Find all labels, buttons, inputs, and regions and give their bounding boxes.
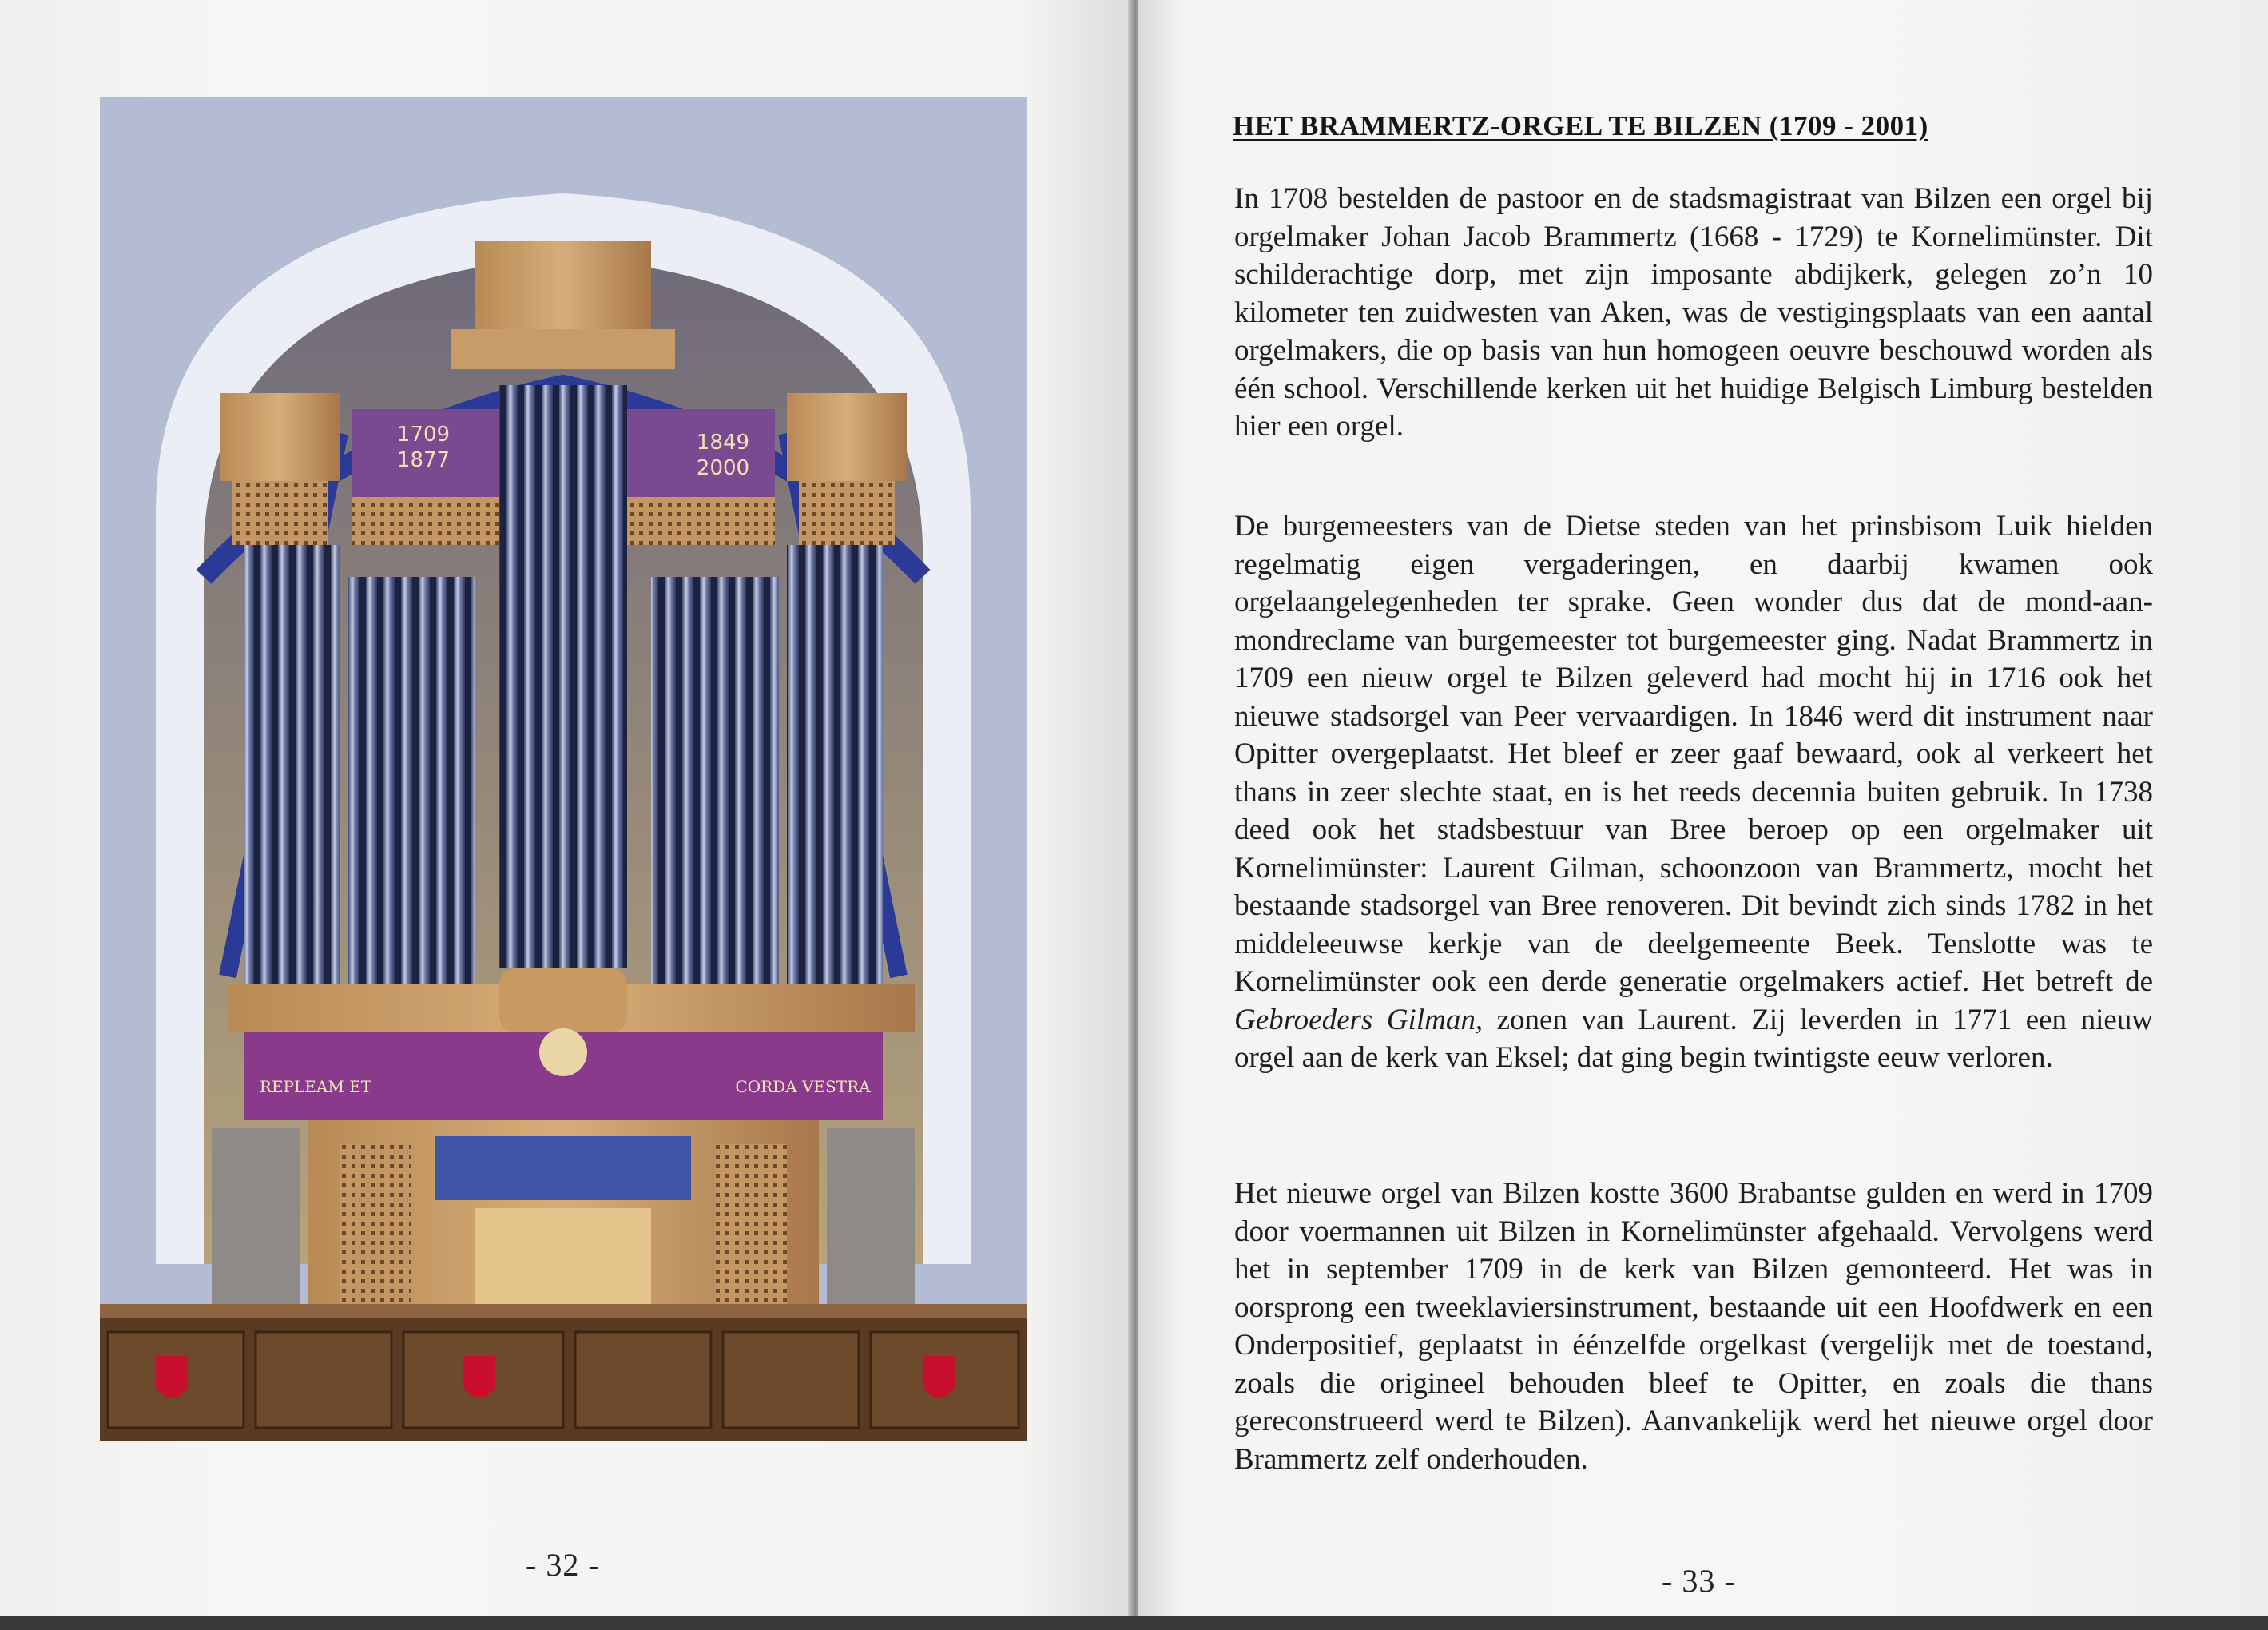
left-page [0,0,1133,1630]
motto-left: REPLEAM ET [259,1077,372,1096]
organ-illustration [100,97,1027,1441]
paragraph-2-tail: zonen van Laurent. Zij leverden in 1771 een nieuw orgel aan de kerk van Eksel; dat ging begin twintigste eeuw verloren. [1234,1003,2154,1074]
year-bottom-right: 2000 [696,456,750,480]
page-number-right: - 33 - [1662,1563,1736,1599]
chapter-title: HET BRAMMERTZ-ORGEL TE BILZEN (1709 - 2001) [1233,110,1928,141]
year-bottom-left: 1877 [396,448,451,472]
organ-photo [100,97,1027,1441]
paragraph-2 [1234,507,2153,1077]
paragraph-1: In 1708 bestelden de pastoor en de stadsmagistraat van Bilzen een orgel bij orgelmaker Johan Jacob Brammertz (1668 - 1729) te Kornelimünster. Dit schilderachtige dorp, met zijn imposante abdijkerk, gelegen zo’n 10 kilometer ten zuidwesten van Aken, was de vestigingsplaats van een aantal orgelmakers, die op basis van hun homogeen oeuvre beschouwd worden als één school. Verschillende kerken uit het huidige Belgisch Limburg bestelden hier een orgel. [1234,182,2153,443]
paragraph-2-text: De burgemeesters van de Dietse steden van het prinsbisom Luik hielden regelmatig eigen vergaderingen, en daarbij kwamen ook orgelaangelegenheden ter sprake. Geen wonder dus dat de mond-aan-mondreclame van burgemeester tot burgemeester ging. Nadat Brammertz in 1709 een nieuw orgel te Bilzen geleverd had mocht hij in 1716 ook het nieuwe stadsorgel van Peer vervaardigen. In 1846 werd dit instrument naar Opitter overgeplaatst. Het bleef er zeer gaaf bewaard, ook al verkeert het thans in zeer slechte staat, en is het reeds decennia buiten gebruik. In 1738 deed ook het stadsbestuur van Bree beroep op een orgelmaker uit Kornelimünster: Laurent Gilman, schoonzoon van Brammertz, mocht het bestaande stadsorgel van Bree renoveren. Dit bevindt zich sinds 1782 in het middeleeuwse kerkje van de deelgemeente Beek. Tenslotte was te Kornelimünster ook een derde generatie orgelmakers actief. Het betreft de [1234,510,2153,998]
paragraph-2-italic: Gebroeders Gilman, [1234,1003,1484,1036]
motto-right: CORDA VESTRA [735,1077,871,1096]
year-top-right: 1849 [696,431,750,455]
bottom-edge [0,1616,2268,1630]
page-number-left: - 32 - [526,1547,600,1583]
paragraph-3: Het nieuwe orgel van Bilzen kostte 3600 Brabantse gulden en werd in 1709 door voermannen uit Bilzen in Kornelimünster afgehaald. Vervolgens werd het in september 1709 in de kerk van Bilzen gemonteerd. Het was in oorsprong een tweeklaviersinstrument, bestaande uit een Hoofdwerk en een Onderpositief, geplaatst in éénzelfde orgelkast (vergelijk met de toestand, zoals die origineel behouden bleef te Opitter, en zoals die thans gereconstrueerd werd te Bilzen). Aanvankelijk werd het nieuwe orgel door Brammertz zelf onderhouden. [1234,1177,2153,1476]
year-top-left: 1709 [396,423,451,447]
